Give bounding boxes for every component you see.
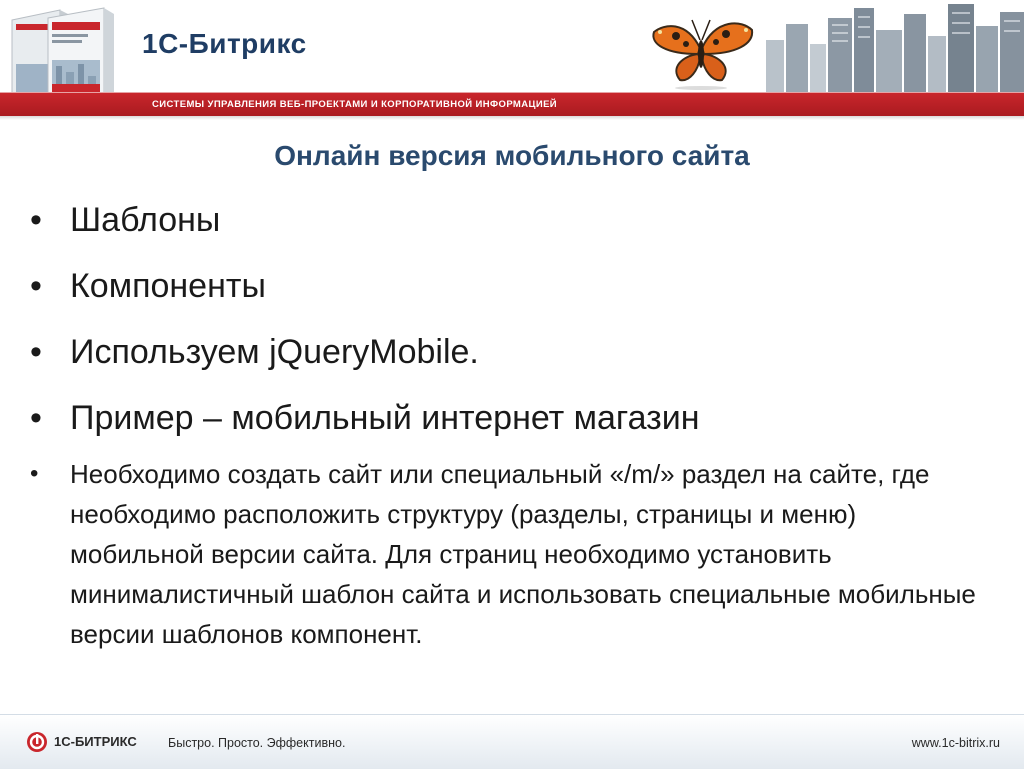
bullet-icon: • bbox=[30, 267, 42, 305]
bullet-icon: • bbox=[30, 201, 42, 239]
brand-title: 1С-Битрикс bbox=[142, 28, 307, 59]
tagline-text: СИСТЕМЫ УПРАВЛЕНИЯ ВЕБ-ПРОЕКТАМИ И КОРПОРАТИВНОЙ ИНФОРМАЦИЕЙ bbox=[152, 99, 558, 110]
city-skyline-image bbox=[760, 0, 1024, 92]
bullet-icon: • bbox=[30, 399, 42, 437]
bullet-text: Компоненты bbox=[70, 267, 266, 305]
bullet-icon: • bbox=[30, 460, 39, 487]
header-divider bbox=[0, 116, 1024, 120]
butterfly-image bbox=[646, 10, 756, 90]
bullet-item bbox=[30, 198, 990, 242]
slide-title: Онлайн версия мобильного сайта bbox=[274, 140, 750, 171]
bullet-item bbox=[30, 330, 990, 374]
bullet-item bbox=[30, 454, 990, 654]
slide-header bbox=[0, 0, 1024, 124]
tagline-band bbox=[0, 92, 1024, 117]
bullet-text: Шаблоны bbox=[70, 201, 221, 239]
slide-footer bbox=[0, 714, 1024, 769]
bullet-list bbox=[30, 198, 990, 654]
bullet-icon: • bbox=[30, 333, 42, 371]
bullet-text: Пример – мобильный интернет магазин bbox=[70, 399, 700, 437]
footer-url-link[interactable]: www.1c-bitrix.ru bbox=[911, 736, 1000, 750]
bitrix-logo-icon bbox=[26, 731, 48, 753]
footer-brand: 1С-БИТРИКС bbox=[54, 734, 137, 749]
bullet-text: Используем jQueryMobile. bbox=[70, 333, 479, 371]
bullet-item bbox=[30, 396, 990, 440]
bullet-item bbox=[30, 264, 990, 308]
bullet-text: Необходимо создать сайт или специальный «/m/» раздел на сайте, где необходимо расположить структуру (разделы, страницы и меню) мобильной версии сайта. Для страниц необходимо установить минималистичный шаблон сайта и использовать специальные мобильные версии шаблонов компонент. bbox=[70, 459, 976, 649]
footer-slogan: Быстро. Просто. Эффективно. bbox=[168, 736, 346, 750]
